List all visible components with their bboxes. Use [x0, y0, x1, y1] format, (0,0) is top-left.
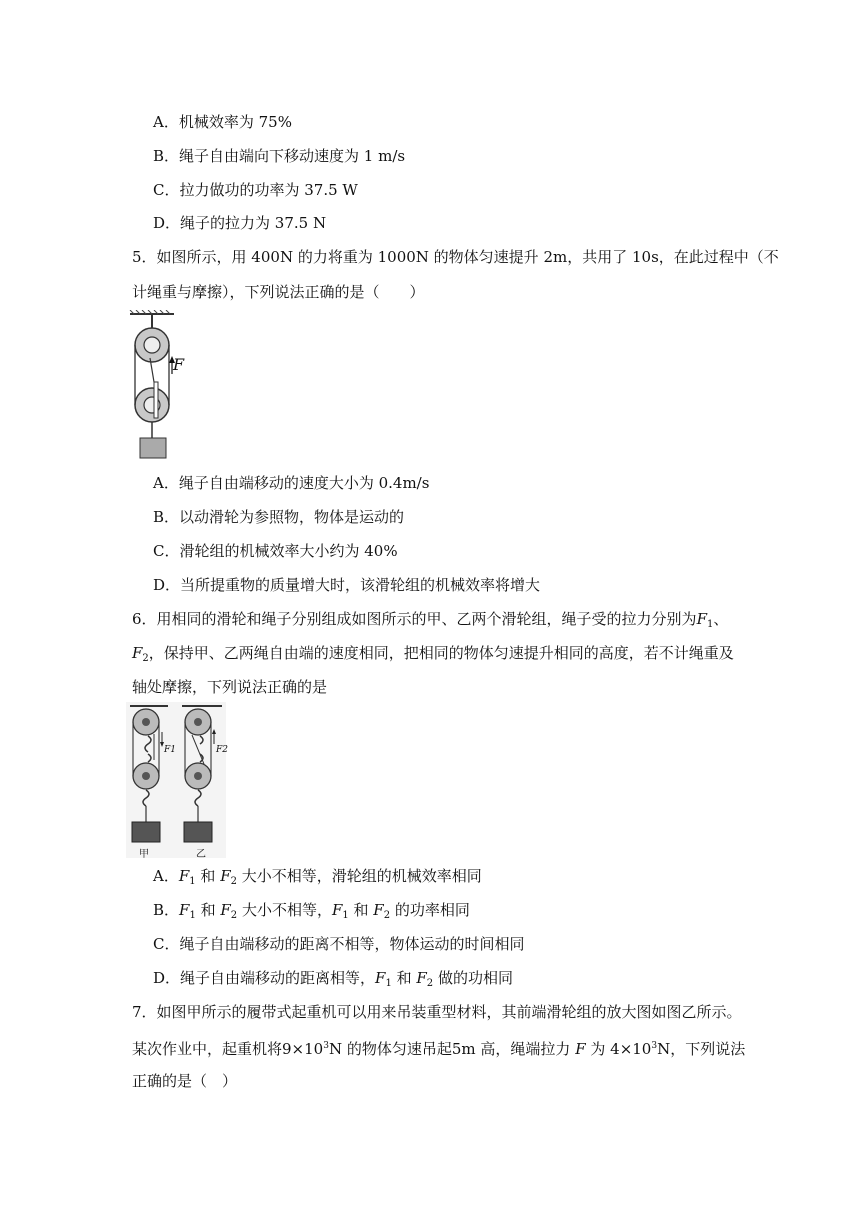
q6-label-f1: F1 [164, 745, 176, 755]
q6-option-b: B．$F_1$ 和 $F_2$ 大小不相等，$F_1$ 和 $F_2$ 的功率相同 [153, 901, 470, 921]
q6-label-f2: F2 [216, 745, 228, 755]
q5-force-label: F [173, 355, 185, 374]
q6-label-yi: 乙 [196, 849, 206, 860]
q5-option-c: C．滑轮组的机械效率大小约为 40% [153, 542, 398, 560]
q5-option-d: D．当所提重物的质量增大时，该滑轮组的机械效率将增大 [153, 576, 541, 594]
q6-option-a: A．$F_1$ 和 $F_2$ 大小不相等，滑轮组的机械效率相同 [153, 867, 482, 887]
q4-option-c: C．拉力做功的功率为 37.5 W [153, 181, 358, 199]
q5-option-b: B．以动滑轮为参照物，物体是运动的 [153, 508, 405, 526]
q4-option-d: D．绳子的拉力为 37.5 N [153, 214, 327, 232]
q6-label-jia: 甲 [139, 849, 149, 860]
q5-stem-line2: 计绳重与摩擦），下列说法正确的是（ ） [132, 283, 425, 301]
q7-stem-line1: 7．如图甲所示的履带式起重机可以用来吊装重型材料，其前端滑轮组的放大图如图乙所示。 [132, 1003, 742, 1021]
q6-stem-line2: $F_2$，保持甲、乙两绳自由端的速度相同，把相同的物体匀速提升相同的高度，若不计绳重及 [132, 644, 734, 664]
q6-pulley-figure [126, 702, 226, 858]
q7-stem-line3: 正确的是（ ） [132, 1072, 238, 1090]
q6-option-c: C．绳子自由端移动的距离不相等，物体运动的时间相同 [153, 935, 525, 953]
q4-option-b: B．绳子自由端向下移动速度为 1 m/s [153, 147, 406, 165]
q4-option-a: A．机械效率为 75% [153, 113, 292, 131]
q5-stem-line1: 5．如图所示，用 400N 的力将重为 1000N 的物体匀速提升 2m，共用了 10s，在此过程中（不 [132, 248, 779, 266]
q6-stem-line1: 6．用相同的滑轮和绳子分别组成如图所示的甲、乙两个滑轮组，绳子受的拉力分别为$F_1$、 [132, 610, 729, 630]
q7-stem-line2: 某次作业中，起重机将$9\times 10^3N$ 的物体匀速吊起5m 高，绳端拉力 F 为 $4\times 10^3N$，下列说法 [132, 1040, 746, 1058]
q5-option-a: A．绳子自由端移动的速度大小为 0.4m/s [153, 474, 430, 492]
q6-stem-line3: 轴处摩擦，下列说法正确的是 [132, 678, 328, 696]
q6-option-d: D．绳子自由端移动的距离相等，$F_1$ 和 $F_2$ 做的功相同 [153, 969, 513, 989]
q5-pulley-figure [128, 310, 190, 460]
